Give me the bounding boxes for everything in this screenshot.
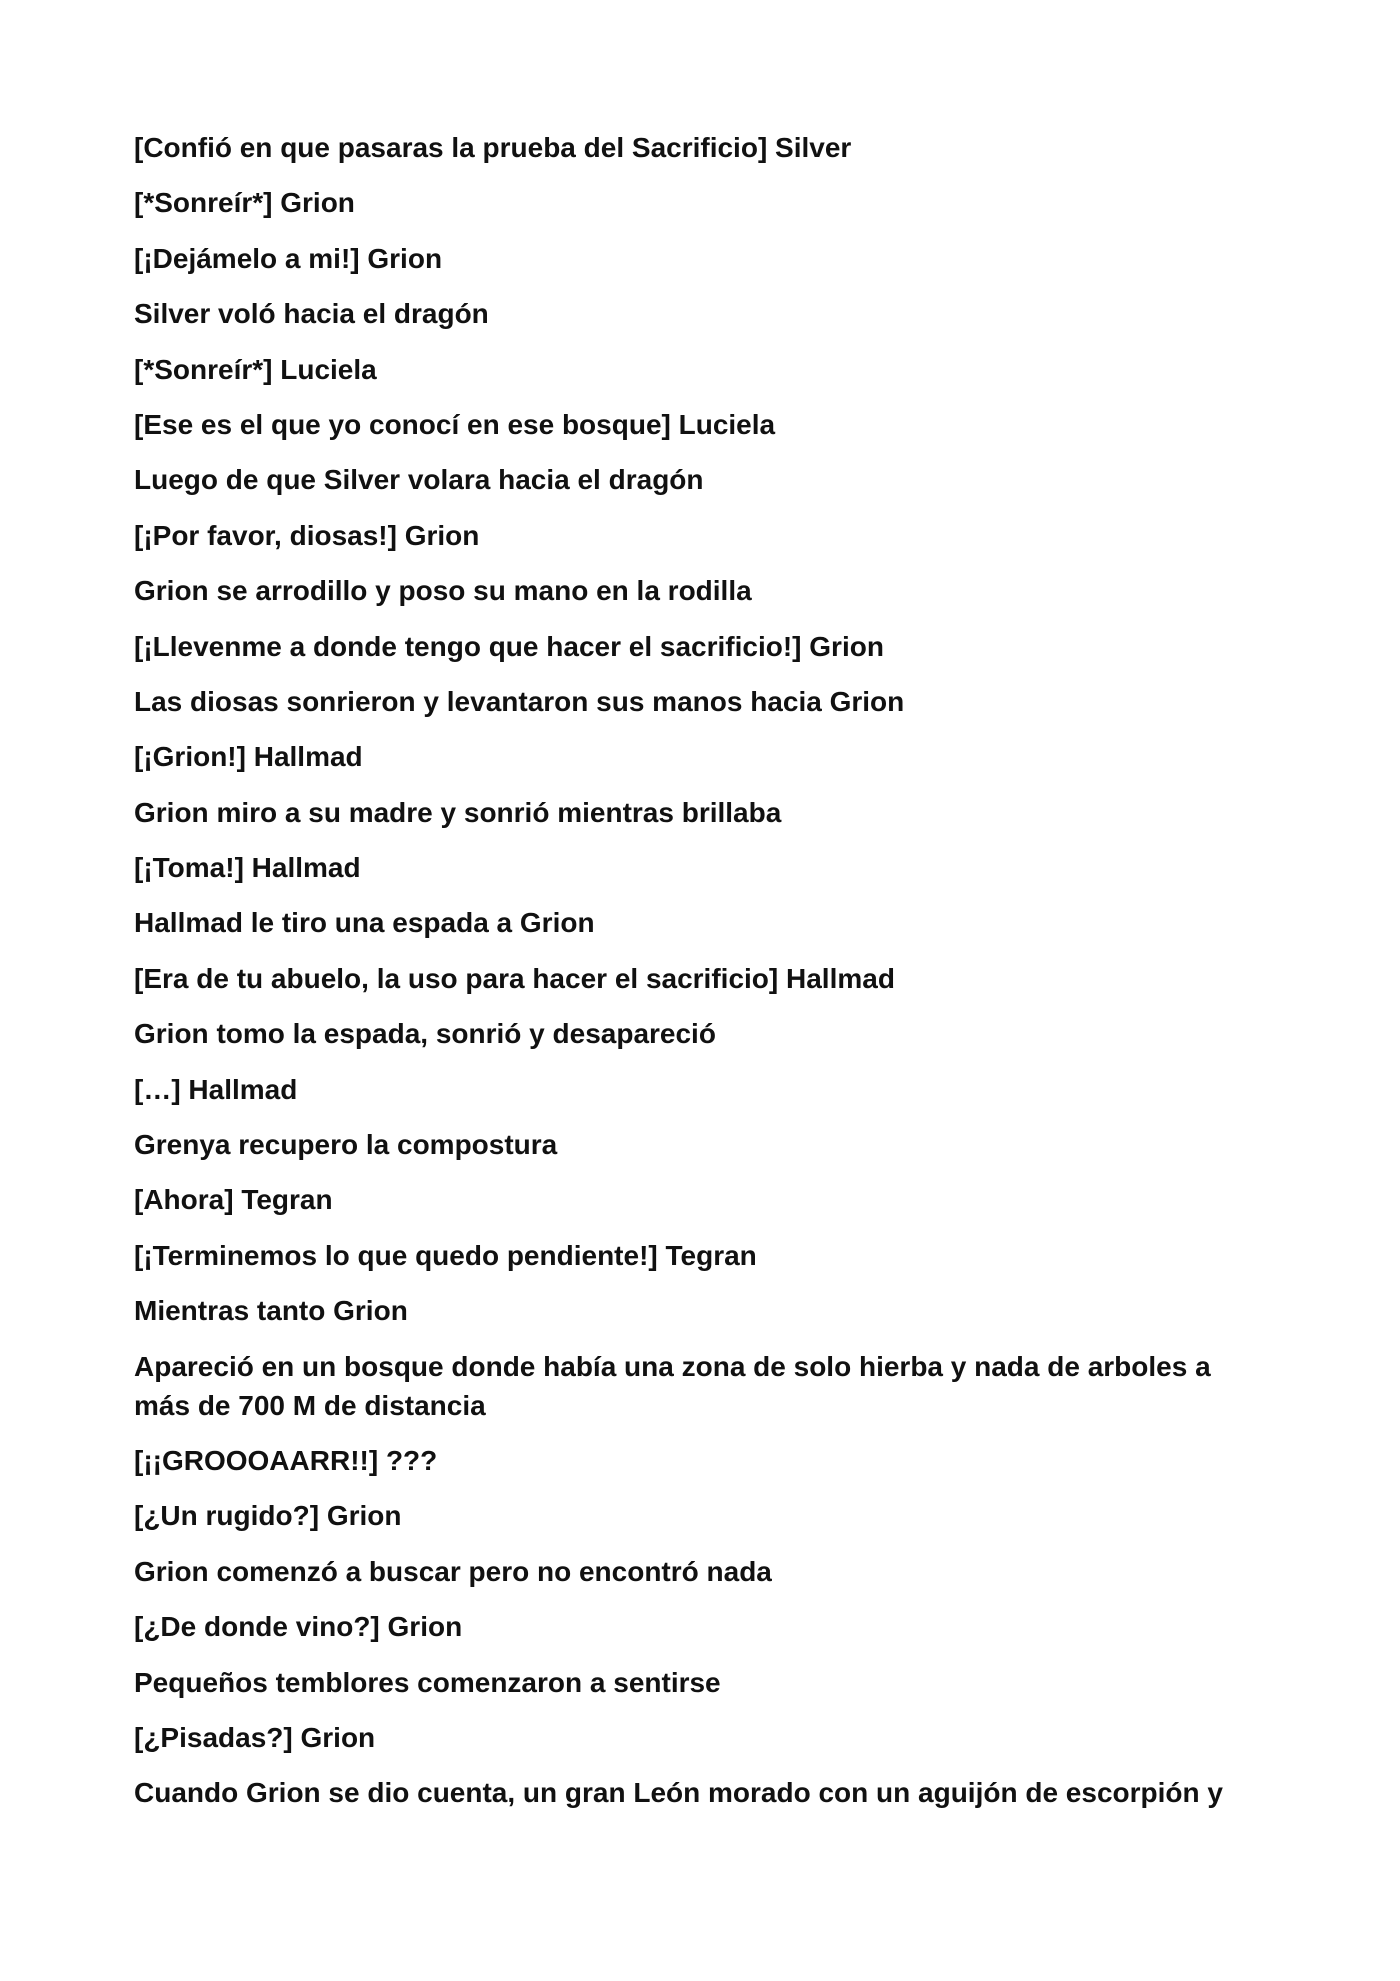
- text-line: [¡Grion!] Hallmad: [134, 741, 363, 773]
- text-line: [¡Llevenme a donde tengo que hacer el sacrificio!] Grion: [134, 630, 884, 662]
- text-line: [¿Un rugido?] Grion: [134, 1500, 402, 1532]
- text-line: [¿De donde vino?] Grion: [134, 1611, 463, 1643]
- text-line: [¡Toma!] Hallmad: [134, 852, 361, 884]
- text-line: Hallmad le tiro una espada a Grion: [134, 907, 595, 939]
- text-line: [¡Dejámelo a mi!] Grion: [134, 242, 443, 274]
- text-line: Las diosas sonrieron y levantaron sus manos hacia Grion: [134, 685, 905, 717]
- text-line: [¡¡GROOOAARR!!] ???: [134, 1444, 438, 1476]
- text-line: [Ese es el que yo conocí en ese bosque] Luciela: [134, 408, 776, 440]
- text-line: [Confió en que pasaras la prueba del Sacrificio] Silver: [134, 132, 852, 163]
- text-line: Grenya recupero la compostura: [134, 1129, 558, 1161]
- text-line: Pequeños temblores comenzaron a sentirse: [134, 1666, 721, 1698]
- text-line: [Ahora] Tegran: [134, 1184, 333, 1216]
- text-line: [¿Pisadas?] Grion: [134, 1721, 376, 1753]
- text-line: Silver voló hacia el dragón: [134, 298, 489, 330]
- text-line: Grion se arrodillo y poso su mano en la rodilla: [134, 575, 752, 607]
- text-line: [¡Terminemos lo que quedo pendiente!] Tegran: [134, 1239, 757, 1271]
- text-line: [¡Por favor, diosas!] Grion: [134, 519, 480, 551]
- text-line: Apareció en un bosque donde había una zona de solo hierba y nada de arboles a más de 700 M de distancia: [134, 1350, 1219, 1421]
- document-text: [134, 128, 1274, 1829]
- text-line: Grion comenzó a buscar pero no encontró nada: [134, 1555, 772, 1587]
- text-line: Cuando Grion se dio cuenta, un gran León morado con un aguijón de escorpión y: [134, 1777, 1223, 1809]
- text-line: Mientras tanto Grion: [134, 1295, 408, 1327]
- text-line: […] Hallmad: [134, 1073, 298, 1105]
- text-line: [*Sonreír*] Luciela: [134, 353, 377, 385]
- text-line: [Era de tu abuelo, la uso para hacer el sacrificio] Hallmad: [134, 962, 895, 994]
- text-line: Grion tomo la espada, sonrió y desapareció: [134, 1018, 716, 1050]
- text-line: [*Sonreír*] Grion: [134, 187, 355, 219]
- text-line: Grion miro a su madre y sonrió mientras brillaba: [134, 796, 782, 828]
- text-line: Luego de que Silver volara hacia el dragón: [134, 464, 704, 496]
